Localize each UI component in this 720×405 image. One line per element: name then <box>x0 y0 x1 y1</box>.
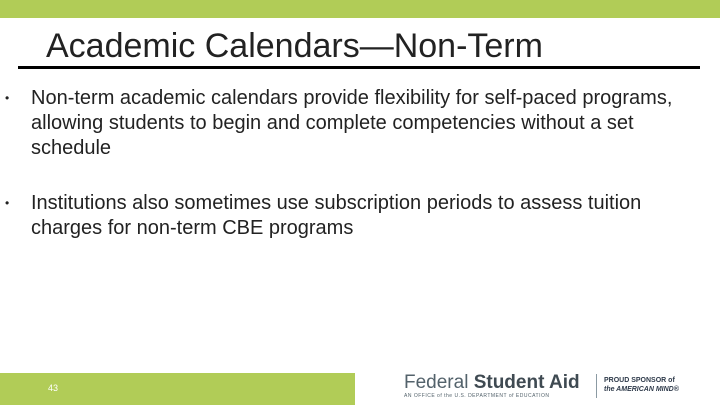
slide-title: Academic Calendars—Non-Term <box>46 27 543 65</box>
sponsor-line-1: PROUD SPONSOR of <box>604 377 675 384</box>
bullet-glyph: • <box>5 91 10 105</box>
logo-subtitle: AN OFFICE of the U.S. DEPARTMENT of EDUCATION <box>404 393 550 399</box>
logo-federal: Federal <box>404 372 474 393</box>
logo-wordmark <box>404 372 580 394</box>
logo-divider <box>596 374 597 398</box>
bullet-glyph: • <box>5 196 10 210</box>
bullet-list <box>5 86 704 271</box>
bullet-item <box>5 191 704 241</box>
bullet-text: Institutions also sometimes use subscription periods to assess tuition charges for non-term CBE programs <box>31 192 642 239</box>
top-accent-bar <box>0 0 720 18</box>
logo-student-aid: Student Aid <box>473 372 580 393</box>
bullet-item <box>5 86 704 161</box>
bullet-text: Non-term academic calendars provide flexibility for self-paced programs, allowing students to begin and complete competencies without a set schedule <box>31 87 673 159</box>
logo-sponsor <box>604 376 679 394</box>
sponsor-line-2: the AMERICAN MIND® <box>604 386 679 393</box>
page-number: 43 <box>48 383 59 393</box>
title-underline <box>18 22 700 69</box>
